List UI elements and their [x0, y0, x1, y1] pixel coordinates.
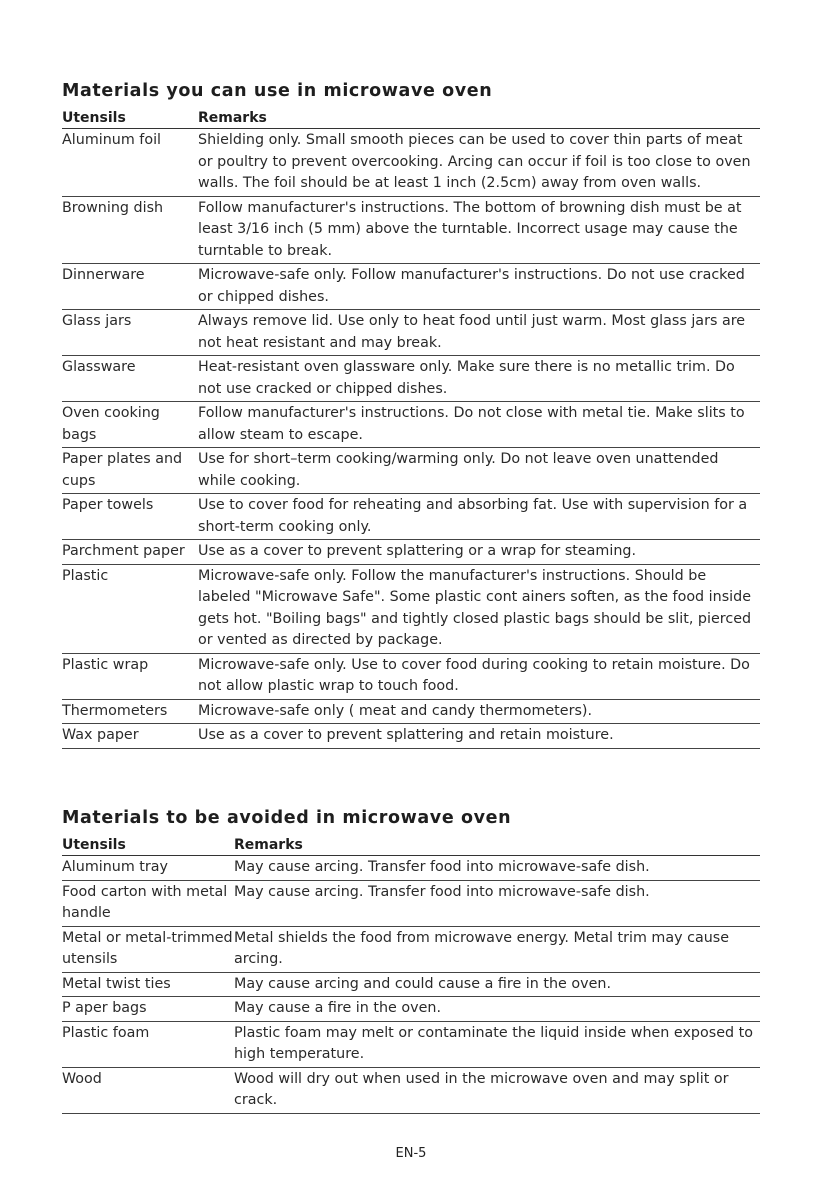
remark-text: Microwave-safe only. Use to cover food during cooking to retain moisture. Do not allow plastic wrap to touch food.: [198, 656, 750, 694]
section-title: Materials to be avoided in microwave oven: [62, 808, 512, 828]
utensil-name: Thermometers: [62, 702, 168, 719]
table-row: [62, 565, 760, 654]
remark-text: May cause arcing. Transfer food into microwave-safe dish.: [234, 883, 650, 900]
utensil-name: Aluminum tray: [62, 859, 169, 875]
remarks-column-header: Remarks: [234, 837, 303, 853]
utensil-name: Paper towels: [62, 497, 154, 513]
remark-text: Microwave-safe only. Follow manufacturer's instructions. Do not use cracked or chipped dishes.: [198, 267, 745, 305]
utensil-name: Plastic foam: [62, 1024, 150, 1041]
utensil-name: Metal or metal-trimmed utensils: [62, 929, 233, 967]
table-row: [62, 856, 760, 881]
table-row: [62, 973, 760, 998]
table-row: [62, 654, 760, 700]
remark-text: Use for short–term cooking/warming only. Do not leave oven unattended while cooking.: [198, 451, 719, 489]
utensil-name: Metal twist ties: [62, 975, 171, 992]
remark-text: Metal shields the food from microwave energy. Metal trim may cause arcing.: [234, 929, 730, 967]
remark-text: May cause arcing and could cause a fire in the oven.: [234, 975, 611, 992]
remark-text: Plastic foam may melt or contaminate the liquid inside when exposed to high temperature.: [234, 1024, 753, 1062]
remark-text: May cause arcing. Transfer food into microwave-safe dish.: [234, 859, 650, 875]
remark-text: Follow manufacturer's instructions. The bottom of browning dish must be at least 3/16 inch (5 mm) above the turntable. Incorrect usage may cause the turntable to break.: [198, 199, 742, 259]
table-row: [62, 724, 760, 749]
utensil-name: Food carton with metal handle: [62, 883, 228, 921]
remark-text: Shielding only. Small smooth pieces can be used to cover thin parts of meat or poultry to prevent overcooking. Arcing can occur if foil is too close to oven walls. The foil should be at least 1 inch (2.5cm) away from oven walls.: [198, 132, 751, 191]
utensil-name: Paper plates and cups: [62, 451, 183, 489]
remark-text: Use as a cover to prevent splattering and retain moisture.: [198, 727, 614, 743]
table-row: [62, 264, 760, 310]
utensil-name: Wood: [62, 1070, 102, 1087]
page-number: EN-5: [395, 1146, 427, 1161]
remark-text: Use to cover food for reheating and absorbing fat. Use with supervision for a short-term cooking only.: [198, 497, 748, 535]
table-row: [62, 1068, 760, 1114]
table-header: [62, 102, 760, 129]
usable-materials-table: [62, 129, 760, 749]
table-row: [62, 448, 760, 494]
remark-text: Microwave-safe only ( meat and candy thermometers).: [198, 702, 593, 719]
usable-materials-section: [62, 80, 760, 749]
remark-text: Follow manufacturer's instructions. Do not close with metal tie. Make slits to allow steam to escape.: [198, 405, 745, 443]
utensil-name: Oven cooking bags: [62, 405, 160, 443]
table-header: [62, 829, 760, 856]
table-row: [62, 310, 760, 356]
table-row: [62, 700, 760, 725]
avoided-materials-section: [62, 807, 760, 1114]
utensil-name: Wax paper: [62, 727, 139, 743]
table-row: [62, 881, 760, 927]
table-row: [62, 494, 760, 540]
table-row: [62, 927, 760, 973]
utensil-name: P aper bags: [62, 1000, 147, 1016]
table-row: [62, 197, 760, 265]
utensils-column-header: Utensils: [62, 837, 126, 853]
utensil-name: Browning dish: [62, 199, 164, 216]
remark-text: Use as a cover to prevent splattering or a wrap for steaming.: [198, 543, 637, 559]
table-row: [62, 1022, 760, 1068]
utensil-name: Glass jars: [62, 313, 132, 329]
utensil-name: Plastic wrap: [62, 656, 149, 673]
remarks-column-header: Remarks: [198, 110, 267, 126]
remark-text: Microwave-safe only. Follow the manufacturer's instructions. Should be labeled "Microwave Safe". Some plastic cont ainers soften, as the food inside gets hot. "Boiling bags" and tightly closed plastic bags should be slit, pierced or vented as directed by package.: [198, 567, 752, 648]
remark-text: May cause a fire in the oven.: [234, 1000, 441, 1016]
utensil-name: Parchment paper: [62, 543, 185, 559]
table-row: [62, 402, 760, 448]
table-row: [62, 540, 760, 565]
remark-text: Heat-resistant oven glassware only. Make sure there is no metallic trim. Do not use cracked or chipped dishes.: [198, 359, 735, 397]
utensil-name: Plastic: [62, 567, 109, 584]
remark-text: Always remove lid. Use only to heat food until just warm. Most glass jars are not heat resistant and may break.: [198, 313, 746, 351]
section-title: Materials you can use in microwave oven: [62, 81, 493, 101]
table-row: [62, 129, 760, 197]
table-row: [62, 997, 760, 1022]
utensils-column-header: Utensils: [62, 110, 126, 126]
utensil-name: Dinnerware: [62, 267, 145, 283]
avoided-materials-table: [62, 856, 760, 1114]
remark-text: Wood will dry out when used in the microwave oven and may split or crack.: [234, 1070, 729, 1108]
utensil-name: Aluminum foil: [62, 132, 162, 148]
utensil-name: Glassware: [62, 359, 136, 375]
table-row: [62, 356, 760, 402]
